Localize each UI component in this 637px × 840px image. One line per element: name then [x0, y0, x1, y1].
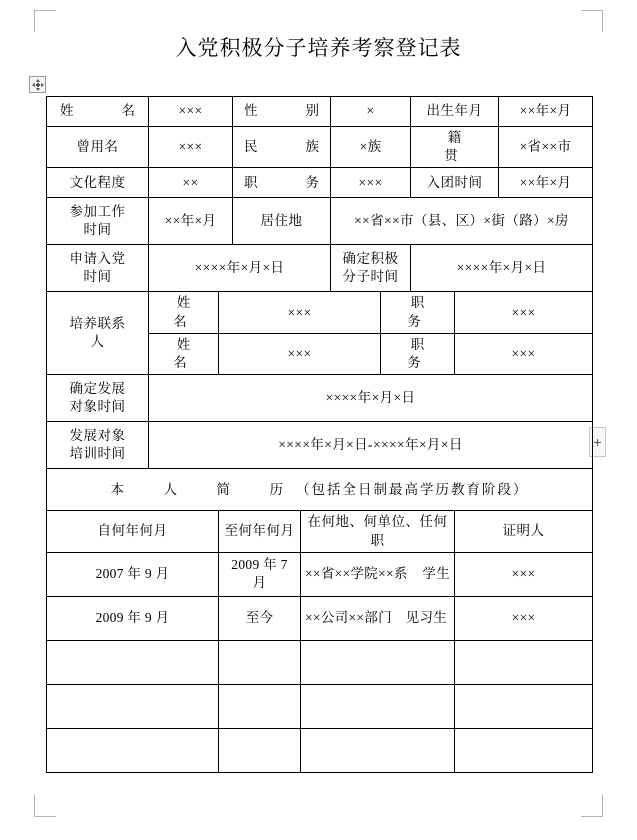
- label-education: 文化程度: [47, 168, 149, 198]
- value-contact-1-post[interactable]: ×××: [455, 292, 593, 333]
- label-training-contacts-line2: 人: [90, 334, 105, 350]
- registration-form-table: [46, 96, 593, 773]
- resume-cell-where-text: ××省××学院××系: [305, 566, 408, 582]
- label-apply-date-line1: 申请入党: [69, 251, 126, 267]
- table-row-education: [47, 168, 593, 198]
- resume-cell-where-empty[interactable]: [301, 728, 455, 772]
- label-training-contacts: [47, 292, 149, 375]
- resume-cell-from[interactable]: 2007 年 9 月: [47, 552, 219, 596]
- label-contact-2-post: 职 务: [381, 333, 455, 374]
- resume-cell-to-empty[interactable]: [219, 640, 301, 684]
- label-work-start-line2: 时间: [83, 222, 112, 238]
- resume-cell-where[interactable]: [301, 596, 455, 640]
- label-ethnicity: 民 族: [233, 127, 331, 168]
- label-origin: 籍 贯: [411, 127, 499, 168]
- table-row-target-date: [47, 375, 593, 422]
- table-row-contact-1: [47, 292, 593, 333]
- resume-table-row: [47, 596, 593, 640]
- label-league-join-date: 入团时间: [411, 168, 499, 198]
- resume-cell-to[interactable]: 2009 年 7 月: [219, 552, 301, 596]
- value-work-start[interactable]: ××年×月: [149, 198, 233, 245]
- resume-section-heading-suffix: （包括全日制最高学历教育阶段）: [296, 481, 529, 497]
- page-corner-mark-bottom-left: [34, 795, 56, 817]
- value-gender[interactable]: ×: [331, 97, 411, 127]
- value-target-date[interactable]: ××××年×月×日: [149, 375, 593, 422]
- value-contact-2-name[interactable]: ×××: [219, 333, 381, 374]
- label-former-name: 曾用名: [47, 127, 149, 168]
- label-target-date: [47, 375, 149, 422]
- resume-header-witness: 证明人: [455, 511, 593, 552]
- label-target-date-line2: 对象时间: [69, 399, 126, 415]
- label-position: 职 务: [233, 168, 331, 198]
- label-apply-date: [47, 245, 149, 292]
- label-training-contacts-line1: 培养联系: [69, 316, 126, 332]
- resume-table-row: [47, 552, 593, 596]
- resume-section-heading-prefix: 本 人 简 历: [110, 481, 297, 497]
- resume-header-row: [47, 511, 593, 552]
- label-activist-date: [331, 245, 411, 292]
- label-birth: 出生年月: [411, 97, 499, 127]
- label-training-period-line1: 发展对象: [69, 428, 126, 444]
- label-training-period: [47, 422, 149, 469]
- resume-cell-to-empty[interactable]: [219, 684, 301, 728]
- resume-table-row-empty: [47, 684, 593, 728]
- value-education[interactable]: ××: [149, 168, 233, 198]
- table-row-resume-section-heading: [47, 469, 593, 511]
- resume-cell-where-empty[interactable]: [301, 684, 455, 728]
- value-ethnicity[interactable]: ×族: [331, 127, 411, 168]
- value-origin[interactable]: ×省××市: [499, 127, 593, 168]
- resume-header-from: 自何年何月: [47, 511, 219, 552]
- resume-cell-witness-empty[interactable]: [455, 728, 593, 772]
- resume-cell-from-empty[interactable]: [47, 728, 219, 772]
- label-contact-2-name: 姓 名: [149, 333, 219, 374]
- value-residence[interactable]: ××省××市（县、区）×街（路）×房: [331, 198, 593, 245]
- resume-cell-role-text: 学生: [422, 566, 451, 582]
- label-training-period-line2: 培训时间: [69, 446, 126, 462]
- move-table-handle-icon[interactable]: [29, 76, 46, 93]
- label-work-start: [47, 198, 149, 245]
- value-training-period[interactable]: ××××年×月×日-××××年×月×日: [149, 422, 593, 469]
- resume-section-heading: [47, 469, 593, 511]
- resume-cell-witness-empty[interactable]: [455, 684, 593, 728]
- resume-table-row-empty: [47, 640, 593, 684]
- value-position[interactable]: ×××: [331, 168, 411, 198]
- page-corner-mark-top-right: [581, 10, 603, 32]
- resume-header-to: 至何年何月: [219, 511, 301, 552]
- value-activist-date[interactable]: ××××年×月×日: [411, 245, 593, 292]
- value-league-join-date[interactable]: ××年×月: [499, 168, 593, 198]
- label-residence: 居住地: [233, 198, 331, 245]
- page-title: 入党积极分子培养考察登记表: [175, 36, 462, 60]
- resume-cell-from-empty[interactable]: [47, 640, 219, 684]
- value-contact-1-name[interactable]: ×××: [219, 292, 381, 333]
- value-birth[interactable]: ××年×月: [499, 97, 593, 127]
- label-contact-1-name: 姓 名: [149, 292, 219, 333]
- resume-cell-where[interactable]: [301, 552, 455, 596]
- label-target-date-line1: 确定发展: [69, 381, 126, 397]
- label-work-start-line1: 参加工作: [69, 204, 126, 220]
- resume-header-where: 在何地、何单位、任何职: [301, 511, 455, 552]
- table-row-work-start: [47, 198, 593, 245]
- table-row-former-name: [47, 127, 593, 168]
- value-apply-date[interactable]: ××××年×月×日: [149, 245, 331, 292]
- add-row-button[interactable]: +: [589, 427, 606, 457]
- resume-cell-where-empty[interactable]: [301, 640, 455, 684]
- resume-cell-to[interactable]: 至今: [219, 596, 301, 640]
- table-row-training-period: [47, 422, 593, 469]
- value-contact-2-post[interactable]: ×××: [455, 333, 593, 374]
- resume-table-row-empty: [47, 728, 593, 772]
- label-contact-1-post: 职 务: [381, 292, 455, 333]
- resume-cell-witness[interactable]: ×××: [455, 552, 593, 596]
- label-gender: 性 别: [233, 97, 331, 127]
- label-name: 姓 名: [47, 97, 149, 127]
- resume-cell-witness[interactable]: ×××: [455, 596, 593, 640]
- table-row-apply-date: [47, 245, 593, 292]
- resume-cell-where-text: ××公司××部门 见习生: [305, 610, 448, 626]
- label-apply-date-line2: 时间: [83, 269, 112, 285]
- resume-cell-witness-empty[interactable]: [455, 640, 593, 684]
- value-name[interactable]: ×××: [149, 97, 233, 127]
- resume-cell-to-empty[interactable]: [219, 728, 301, 772]
- page-corner-mark-bottom-right: [581, 795, 603, 817]
- value-former-name[interactable]: ×××: [149, 127, 233, 168]
- table-row-name: [47, 97, 593, 127]
- resume-cell-from-empty[interactable]: [47, 684, 219, 728]
- label-activist-date-line1: 确定积极: [342, 251, 399, 267]
- resume-cell-from[interactable]: 2009 年 9 月: [47, 596, 219, 640]
- page-corner-mark-top-left: [34, 10, 56, 32]
- label-activist-date-line2: 分子时间: [342, 269, 399, 285]
